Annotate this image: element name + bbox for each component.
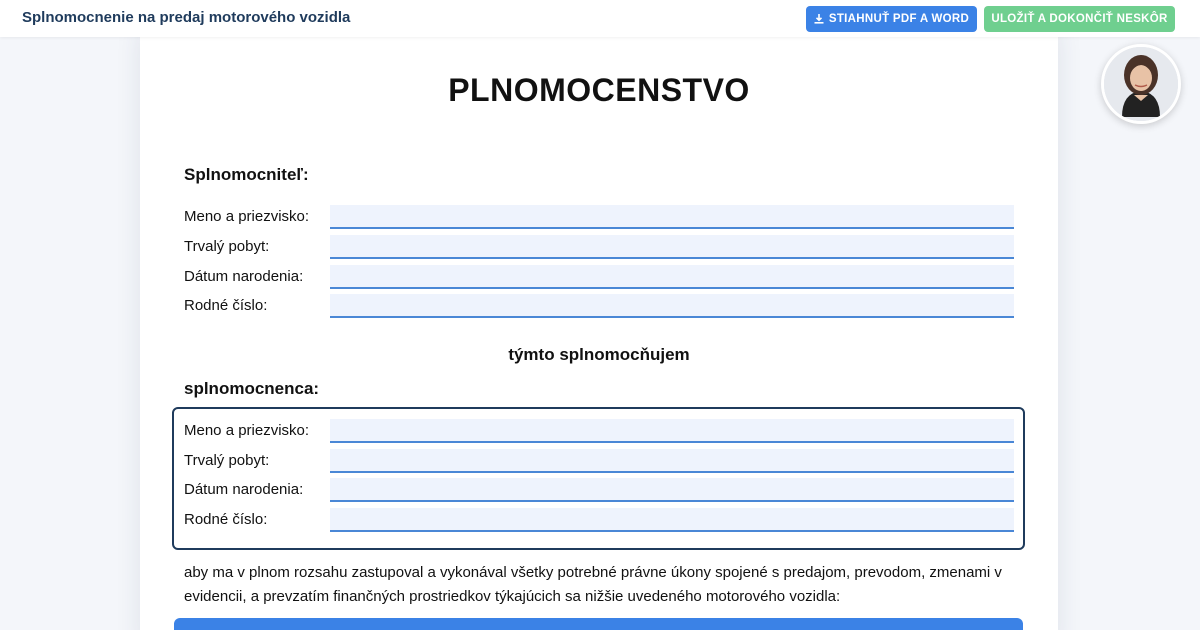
attorney-birth-number-label: Rodné číslo: <box>184 511 268 528</box>
download-button-label: STIAHNUŤ PDF A WORD <box>828 13 970 25</box>
principal-address-label: Trvalý pobyt: <box>184 238 270 255</box>
top-bar <box>0 0 1200 37</box>
attorney-address-label: Trvalý pobyt: <box>184 452 270 469</box>
principal-address-input[interactable] <box>330 235 1014 259</box>
vehicle-section-header <box>174 618 1023 630</box>
document-title: PLNOMOCENSTVO <box>448 72 750 108</box>
download-icon <box>814 14 824 24</box>
attorney-address-input[interactable] <box>330 449 1014 473</box>
save-and-finish-later-button[interactable] <box>984 6 1175 32</box>
principal-birth-number-input[interactable] <box>330 294 1014 318</box>
attorney-name-label: Meno a priezvisko: <box>184 422 310 439</box>
principal-birthdate-label: Dátum narodenia: <box>184 268 304 285</box>
attorney-heading: splnomocnenca: <box>184 379 320 398</box>
principal-name-input[interactable] <box>330 205 1014 229</box>
avatar-photo <box>1104 47 1178 121</box>
principal-name-label: Meno a priezvisko: <box>184 208 310 225</box>
save-button-label: ULOŽIŤ A DOKONČIŤ NESKÔR <box>991 13 1168 25</box>
authorization-paragraph: aby ma v plnom rozsahu zastupoval a vykonával všetky potrebné právne úkony spojené s predajom, prevodom, zmenami v evidencii, a prevzatím finančných prostriedkov týkajúcich sa nižšie uvedeného motorového vozidla: <box>184 564 1002 605</box>
attorney-birthdate-label: Dátum narodenia: <box>184 481 304 498</box>
avatar <box>1101 44 1181 124</box>
middle-text: týmto splnomocňujem <box>508 345 690 364</box>
app-title: Splnomocnenie na predaj motorového vozidla <box>22 9 351 26</box>
attorney-name-input[interactable] <box>330 419 1014 443</box>
principal-heading: Splnomocniteľ: <box>184 165 309 184</box>
principal-birth-number-label: Rodné číslo: <box>184 297 268 314</box>
download-pdf-word-button[interactable] <box>806 6 977 32</box>
attorney-birthdate-input[interactable] <box>330 478 1014 502</box>
principal-birthdate-input[interactable] <box>330 265 1014 289</box>
attorney-birth-number-input[interactable] <box>330 508 1014 532</box>
